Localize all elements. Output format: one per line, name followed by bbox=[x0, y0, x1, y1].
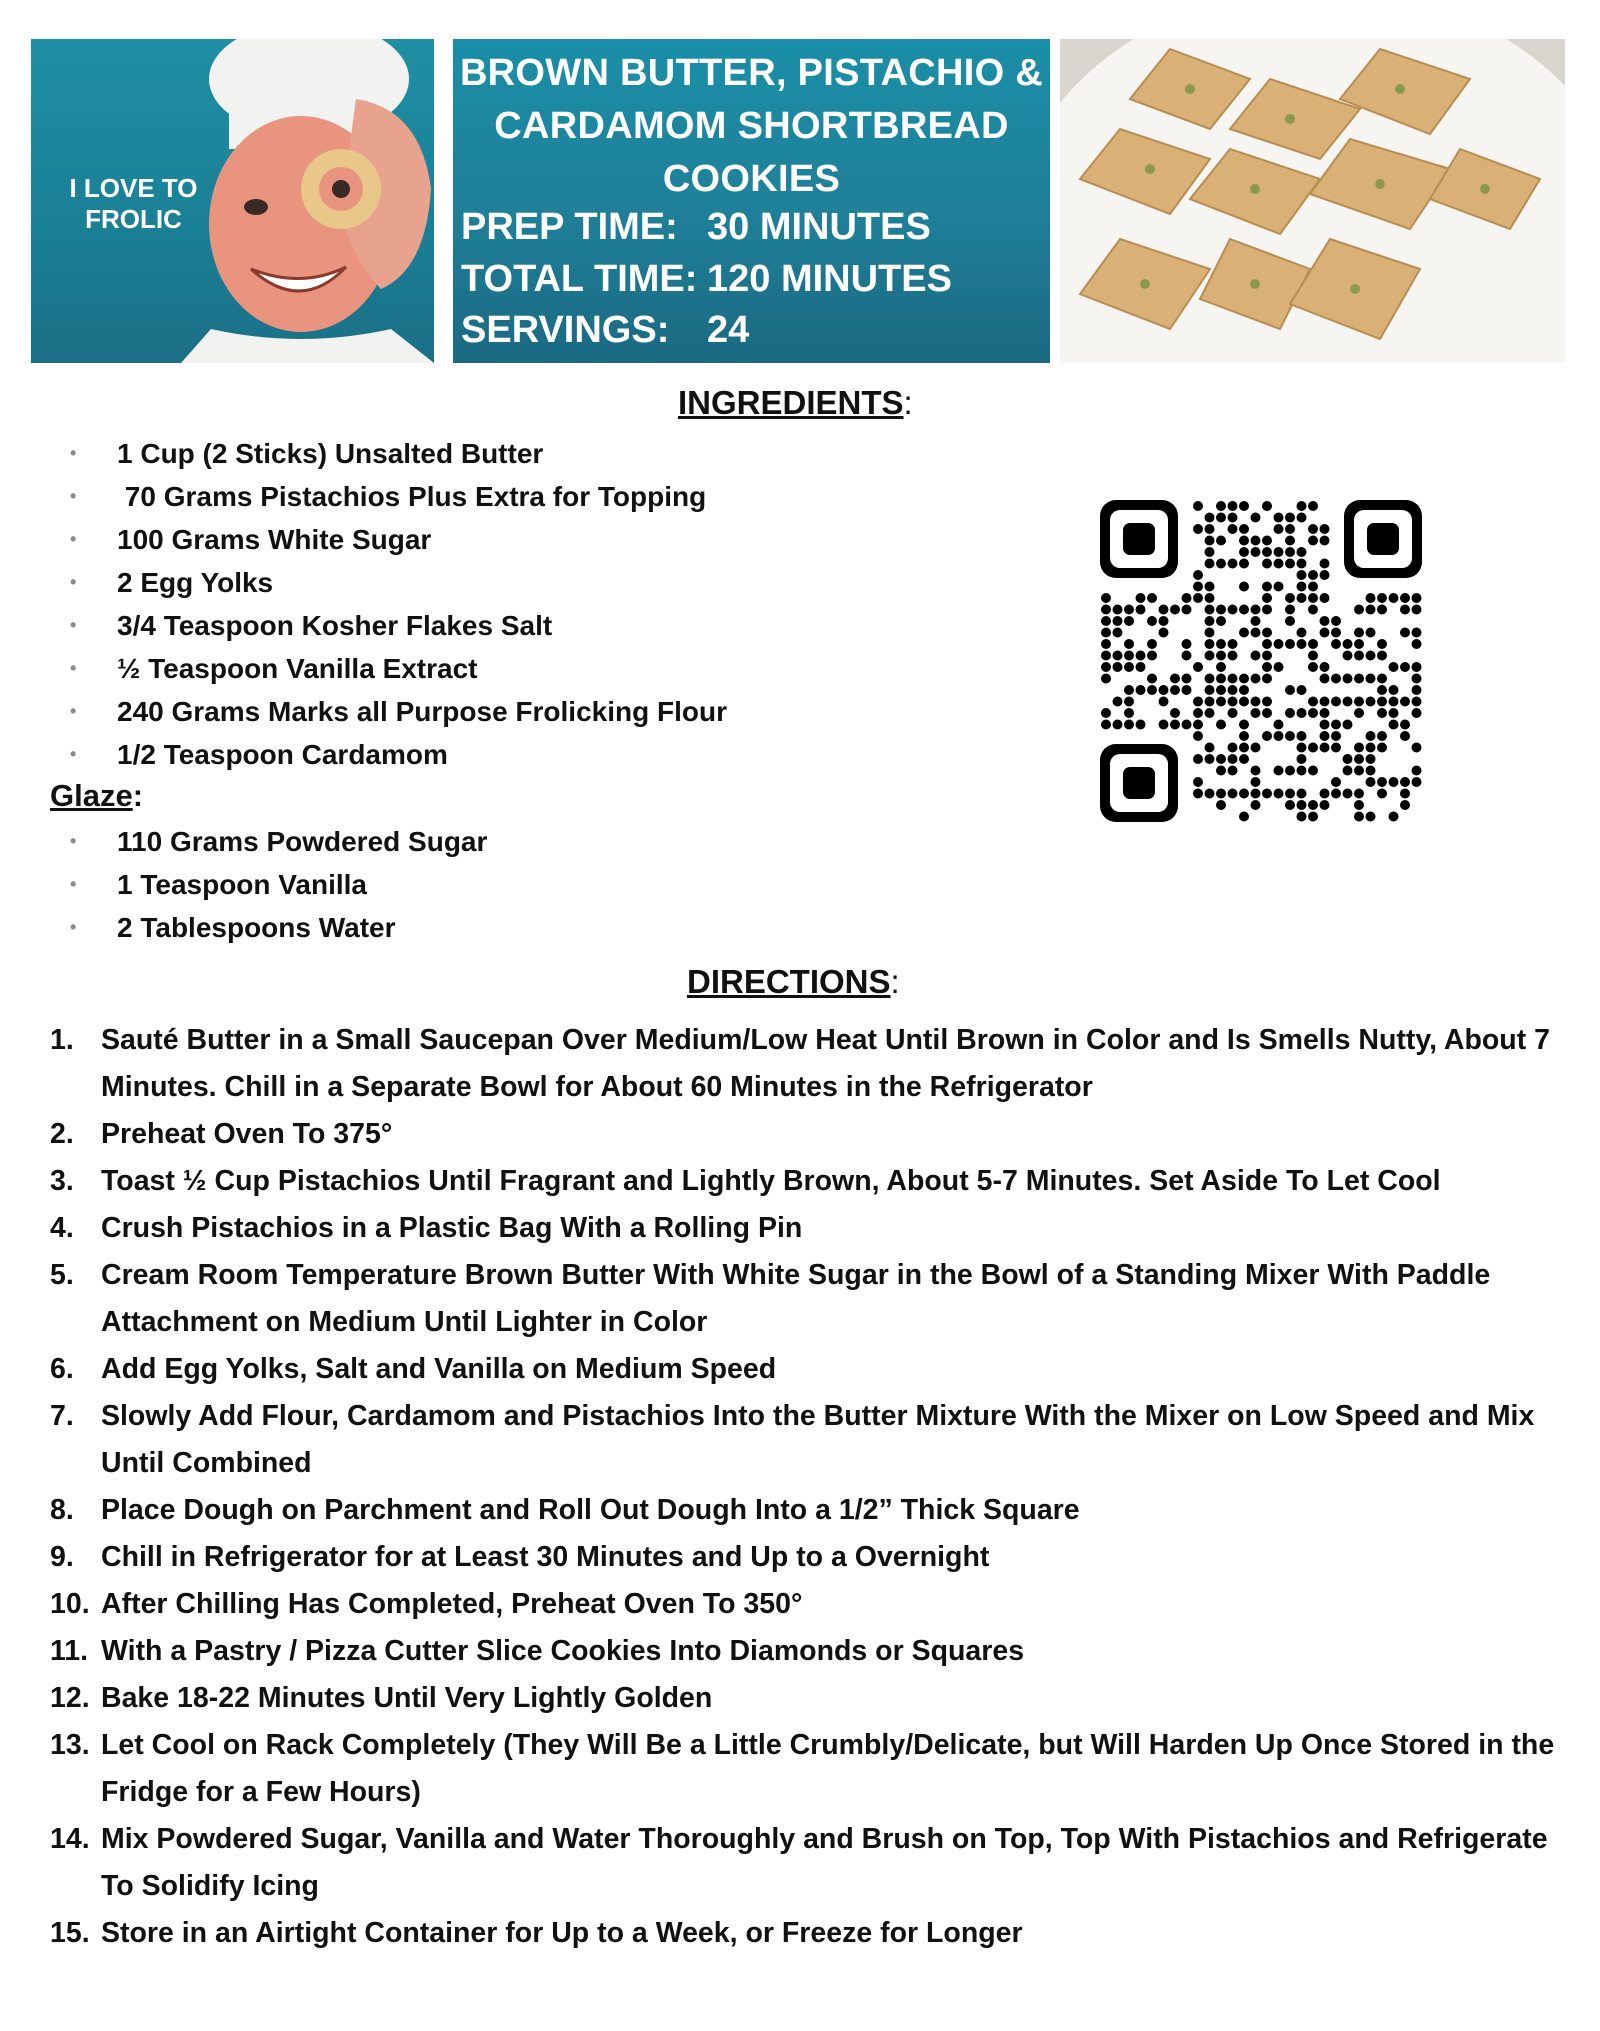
glaze-heading-text: Glaze bbox=[50, 778, 133, 813]
bullet: • bbox=[70, 831, 77, 851]
ingredient-text: 2 Egg Yolks bbox=[117, 567, 274, 598]
bullet: • bbox=[70, 744, 77, 764]
meta-value: 30 MINUTES bbox=[707, 206, 931, 248]
ingredient-text: 3/4 Teaspoon Kosher Flakes Salt bbox=[117, 610, 553, 641]
list-item bbox=[0, 1017, 1560, 1111]
chef-photo bbox=[31, 39, 434, 363]
meta-label: SERVINGS: bbox=[461, 309, 670, 351]
list-item bbox=[0, 1111, 1560, 1158]
step-text: Cream Room Temperature Brown Butter With White Sugar in the Bowl of a Standing Mixer With Paddle Attachment on Medium Until Lighter in Color bbox=[101, 1259, 1491, 1338]
step-number: 11. bbox=[50, 1635, 89, 1667]
ingredient-text: 70 Grams Pistachios Plus Extra for Topping bbox=[117, 481, 707, 512]
recipe-title: BROWN BUTTER, PISTACHIO & CARDAMOM SHORTBREAD COOKIES bbox=[459, 52, 1044, 200]
ingredient-text: 110 Grams Powdered Sugar bbox=[117, 826, 488, 857]
step-number: 12. bbox=[50, 1682, 90, 1714]
step-number: 1. bbox=[50, 1024, 74, 1056]
step-number: 2. bbox=[50, 1118, 74, 1150]
step-number: 3. bbox=[50, 1165, 74, 1197]
step-text: Store in an Airtight Container for Up to a Week, or Freeze for Longer bbox=[101, 1917, 1023, 1949]
list-item bbox=[0, 1252, 1560, 1346]
list-item bbox=[0, 1581, 1560, 1628]
step-number: 9. bbox=[50, 1541, 74, 1573]
step-number: 15. bbox=[50, 1917, 90, 1949]
recipe-header bbox=[453, 39, 1050, 363]
list-item bbox=[0, 1722, 1560, 1816]
step-number: 13. bbox=[50, 1729, 90, 1761]
list-item bbox=[0, 1346, 1560, 1393]
ingredients-heading bbox=[678, 384, 913, 422]
meta-value: 24 bbox=[707, 309, 750, 351]
heading-colon: : bbox=[903, 384, 913, 421]
list-item bbox=[0, 1487, 1560, 1534]
step-text: Chill in Refrigerator for at Least 30 Minutes and Up to a Overnight bbox=[101, 1541, 990, 1573]
bullet: • bbox=[70, 529, 77, 549]
step-text: Bake 18-22 Minutes Until Very Lightly Golden bbox=[101, 1682, 713, 1714]
bullet: • bbox=[70, 615, 77, 635]
cookies-plate-photo bbox=[1060, 39, 1565, 363]
step-text: Toast ½ Cup Pistachios Until Fragrant and Lightly Brown, About 5-7 Minutes. Set Aside To Let Cool bbox=[101, 1165, 1441, 1197]
step-text: Slowly Add Flour, Cardamom and Pistachios Into the Butter Mixture With the Mixer on Low Speed and Mix Until Combined bbox=[101, 1400, 1535, 1479]
list-item bbox=[0, 1675, 1560, 1722]
ingredient-text: 100 Grams White Sugar bbox=[117, 524, 432, 555]
step-number: 10. bbox=[50, 1588, 90, 1620]
list-item bbox=[0, 1205, 1560, 1252]
ingredient-text: 240 Grams Marks all Purpose Frolicking Flour bbox=[117, 696, 727, 727]
step-number: 14. bbox=[50, 1823, 90, 1855]
bullet: • bbox=[70, 874, 77, 894]
step-text: Preheat Oven To 375° bbox=[101, 1118, 393, 1150]
list-item bbox=[0, 1534, 1560, 1581]
list-item bbox=[0, 1628, 1560, 1675]
ingredient-text: 2 Tablespoons Water bbox=[117, 912, 396, 943]
bullet: • bbox=[70, 486, 77, 506]
ingredient-text: 1/2 Teaspoon Cardamom bbox=[117, 739, 448, 770]
tagline: I LOVE TO FROLIC bbox=[69, 173, 198, 234]
ingredient-text: 1 Cup (2 Sticks) Unsalted Butter bbox=[117, 438, 544, 469]
cookies-illustration bbox=[1060, 39, 1565, 363]
bullet: • bbox=[70, 917, 77, 937]
step-text: Place Dough on Parchment and Roll Out Dough Into a 1/2” Thick Square bbox=[101, 1494, 1080, 1526]
step-number: 5. bbox=[50, 1259, 74, 1291]
step-text: Sauté Butter in a Small Saucepan Over Medium/Low Heat Until Brown in Color and Is Smells Nutty, About 7 Minutes. Chill in a Separate Bowl for About 60 Minutes in the Refrigerator bbox=[101, 1024, 1550, 1103]
step-number: 6. bbox=[50, 1353, 74, 1385]
directions-heading bbox=[687, 963, 900, 1001]
qr-code-icon[interactable] bbox=[1100, 500, 1422, 822]
directions-list bbox=[0, 1017, 1560, 1957]
prep-time bbox=[461, 207, 931, 247]
list-item bbox=[0, 1816, 1560, 1910]
step-text: With a Pastry / Pizza Cutter Slice Cookies Into Diamonds or Squares bbox=[101, 1635, 1025, 1667]
meta-label: PREP TIME: bbox=[461, 206, 678, 248]
ingredient-text: ½ Teaspoon Vanilla Extract bbox=[117, 653, 478, 684]
step-text: Add Egg Yolks, Salt and Vanilla on Medium Speed bbox=[101, 1353, 777, 1385]
list-item bbox=[0, 1910, 1560, 1957]
step-number: 4. bbox=[50, 1212, 74, 1244]
step-text: Mix Powdered Sugar, Vanilla and Water Thoroughly and Brush on Top, Top With Pistachios and Refrigerate To Solidify Icing bbox=[101, 1823, 1548, 1902]
ingredients-heading-text: INGREDIENTS bbox=[678, 384, 904, 421]
list-item bbox=[0, 1158, 1560, 1205]
step-text: Crush Pistachios in a Plastic Bag With a Rolling Pin bbox=[101, 1212, 803, 1244]
servings bbox=[461, 310, 749, 350]
bullet: • bbox=[70, 701, 77, 721]
chef-illustration bbox=[181, 39, 434, 363]
bullet: • bbox=[70, 658, 77, 678]
directions-heading-text: DIRECTIONS bbox=[687, 963, 891, 1000]
step-text: Let Cool on Rack Completely (They Will Be a Little Crumbly/Delicate, but Will Harden Up Once Stored in the Fridge for a Few Hours) bbox=[101, 1729, 1555, 1808]
ingredient-text: 1 Teaspoon Vanilla bbox=[117, 869, 368, 900]
heading-colon: : bbox=[890, 963, 900, 1000]
heading-colon: : bbox=[132, 778, 144, 813]
total-time bbox=[461, 259, 952, 299]
step-number: 7. bbox=[50, 1400, 74, 1432]
meta-value: 120 MINUTES bbox=[707, 258, 952, 300]
list-item bbox=[0, 1393, 1560, 1487]
bullet: • bbox=[70, 572, 77, 592]
step-number: 8. bbox=[50, 1494, 74, 1526]
glaze-heading bbox=[50, 778, 143, 814]
step-text: After Chilling Has Completed, Preheat Oven To 350° bbox=[101, 1588, 803, 1620]
bullet: • bbox=[70, 443, 77, 463]
meta-label: TOTAL TIME: bbox=[461, 258, 698, 300]
